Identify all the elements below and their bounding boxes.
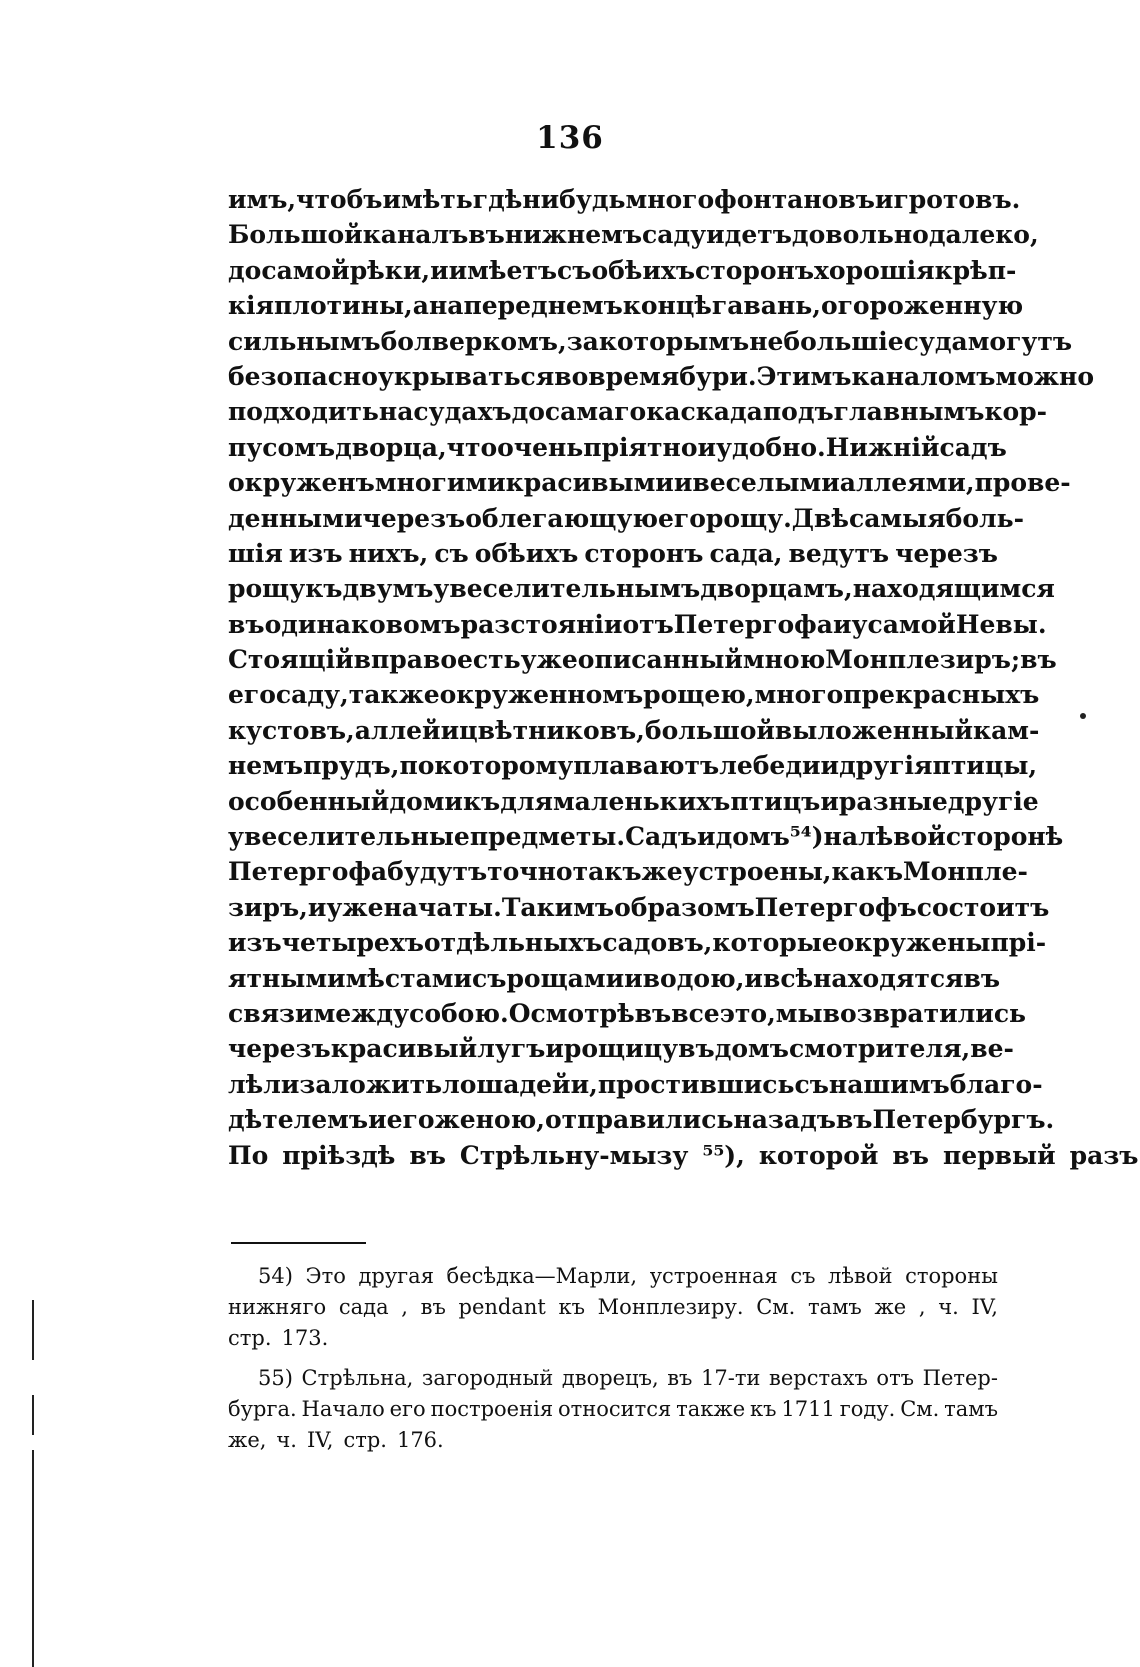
footnote-1 xyxy=(228,1261,998,1354)
footnote-line: же, ч. IV, стр. 176. xyxy=(228,1428,444,1452)
text-line: до самой рѣки, и имѣетъ съ обѣихъ сторонъ хорошія крѣп- xyxy=(228,255,1017,285)
scan-edge-mark xyxy=(32,1450,34,1667)
text-line: рощу къ двумъ увеселительнымъ дворцамъ, находящимся xyxy=(228,574,1055,604)
text-line: особенный домикъ для маленькихъ птицъ и разные другіе xyxy=(228,786,1039,816)
text-line: По пріѣздѣ въ Стрѣльну-мызу ⁵⁵), которой въ первый разъ xyxy=(228,1140,1139,1170)
text-line: увеселительные предметы. Садъ и домъ ⁵⁴) на лѣвой сторонѣ xyxy=(228,822,1064,852)
text-line: его саду, также окруженномъ рощею, много прекрасныхъ xyxy=(228,680,1040,710)
text-line: изъ четырехъ отдѣльныхъ садовъ, которые окружены прі- xyxy=(228,928,1047,958)
text-line: зиръ, и уже начаты. Такимъ образомъ Петергофъ состоитъ xyxy=(228,892,1050,922)
text-line: подходить на судахъ до самаго каскада подъ главнымъ кор- xyxy=(228,397,1048,427)
text-line: денными черезъ облегающую его рощу. Двѣ самыя боль- xyxy=(228,503,1024,533)
page-number: 136 xyxy=(536,120,604,156)
body-text xyxy=(228,182,1139,1173)
text-line: ятными мѣстами съ рощами и водою, и всѣ находятся въ xyxy=(228,963,1001,993)
text-line: немъ прудъ, по которому плаваютъ лебеди и другія птицы, xyxy=(228,751,1038,781)
text-line: Петергофа будутъ точно такъ же устроены, какъ Монпле- xyxy=(228,857,1028,887)
text-line: сильнымъ болверкомъ, за которымъ небольшіе суда могутъ xyxy=(228,326,1073,356)
footnote-separator xyxy=(231,1242,366,1244)
footnote-line: 55) Стрѣльна, загородный дворецъ, въ 17-ти верстахъ отъ Петер- xyxy=(258,1366,998,1390)
text-line: въ одинаковомъ разстояніи отъ Петергофа и у самой Невы. xyxy=(228,609,1047,639)
text-line: пусомъ дворца, что очень пріятно и удобно. Нижній садъ xyxy=(228,432,1007,462)
scan-edge-mark xyxy=(32,1395,34,1435)
footnotes xyxy=(228,1261,998,1465)
footnote-2 xyxy=(228,1363,998,1456)
footnote-line: стр. 173. xyxy=(228,1326,329,1350)
text-line: шія изъ нихъ, съ обѣихъ сторонъ сада, ведутъ черезъ xyxy=(228,538,998,568)
text-line: Большой каналъ въ нижнемъ саду идетъ довольно далеко, xyxy=(228,220,1039,250)
text-line: кустовъ, аллей и цвѣтниковъ, большой выложенный кам- xyxy=(228,715,1040,745)
text-line: Стоящій вправо есть уже описанный мною Монплезиръ; въ xyxy=(228,645,1057,675)
footnote-line: бурга. Начало его построенія относится также къ 1711 году. См. тамъ xyxy=(228,1397,998,1421)
text-line: кія плотины, а на переднемъ концѣ гавань, огороженную xyxy=(228,291,1024,321)
text-line: лѣли заложить лошадей и, простившись съ нашимъ благо- xyxy=(228,1069,1043,1099)
text-line: черезъ красивый лугъ и рощицу въ домъ смотрителя, ве- xyxy=(228,1034,1014,1064)
text-line: окруженъ многими красивыми и веселыми аллеями, прове- xyxy=(228,468,1071,498)
text-line: имъ, чтобъ имѣть гдѣ нибудь много фонтановъ и гротовъ. xyxy=(228,185,1021,214)
scan-speck xyxy=(1080,713,1086,719)
footnote-line: нижняго сада , въ pendant къ Монплезиру. См. тамъ же , ч. IV, xyxy=(228,1295,998,1319)
text-line: безопасно укрываться во время бури. Этимъ каналомъ можно xyxy=(228,361,1095,391)
scan-edge-mark xyxy=(32,1300,34,1360)
text-line: дѣтелемъ и его женою, отправились назадъ въ Петербургъ. xyxy=(228,1105,1055,1135)
footnote-line: 54) Это другая бесѣдка—Марли, устроенная съ лѣвой стороны xyxy=(258,1264,998,1288)
text-line: связи между собою. Осмотрѣвъ все это, мы возвратились xyxy=(228,998,1027,1028)
